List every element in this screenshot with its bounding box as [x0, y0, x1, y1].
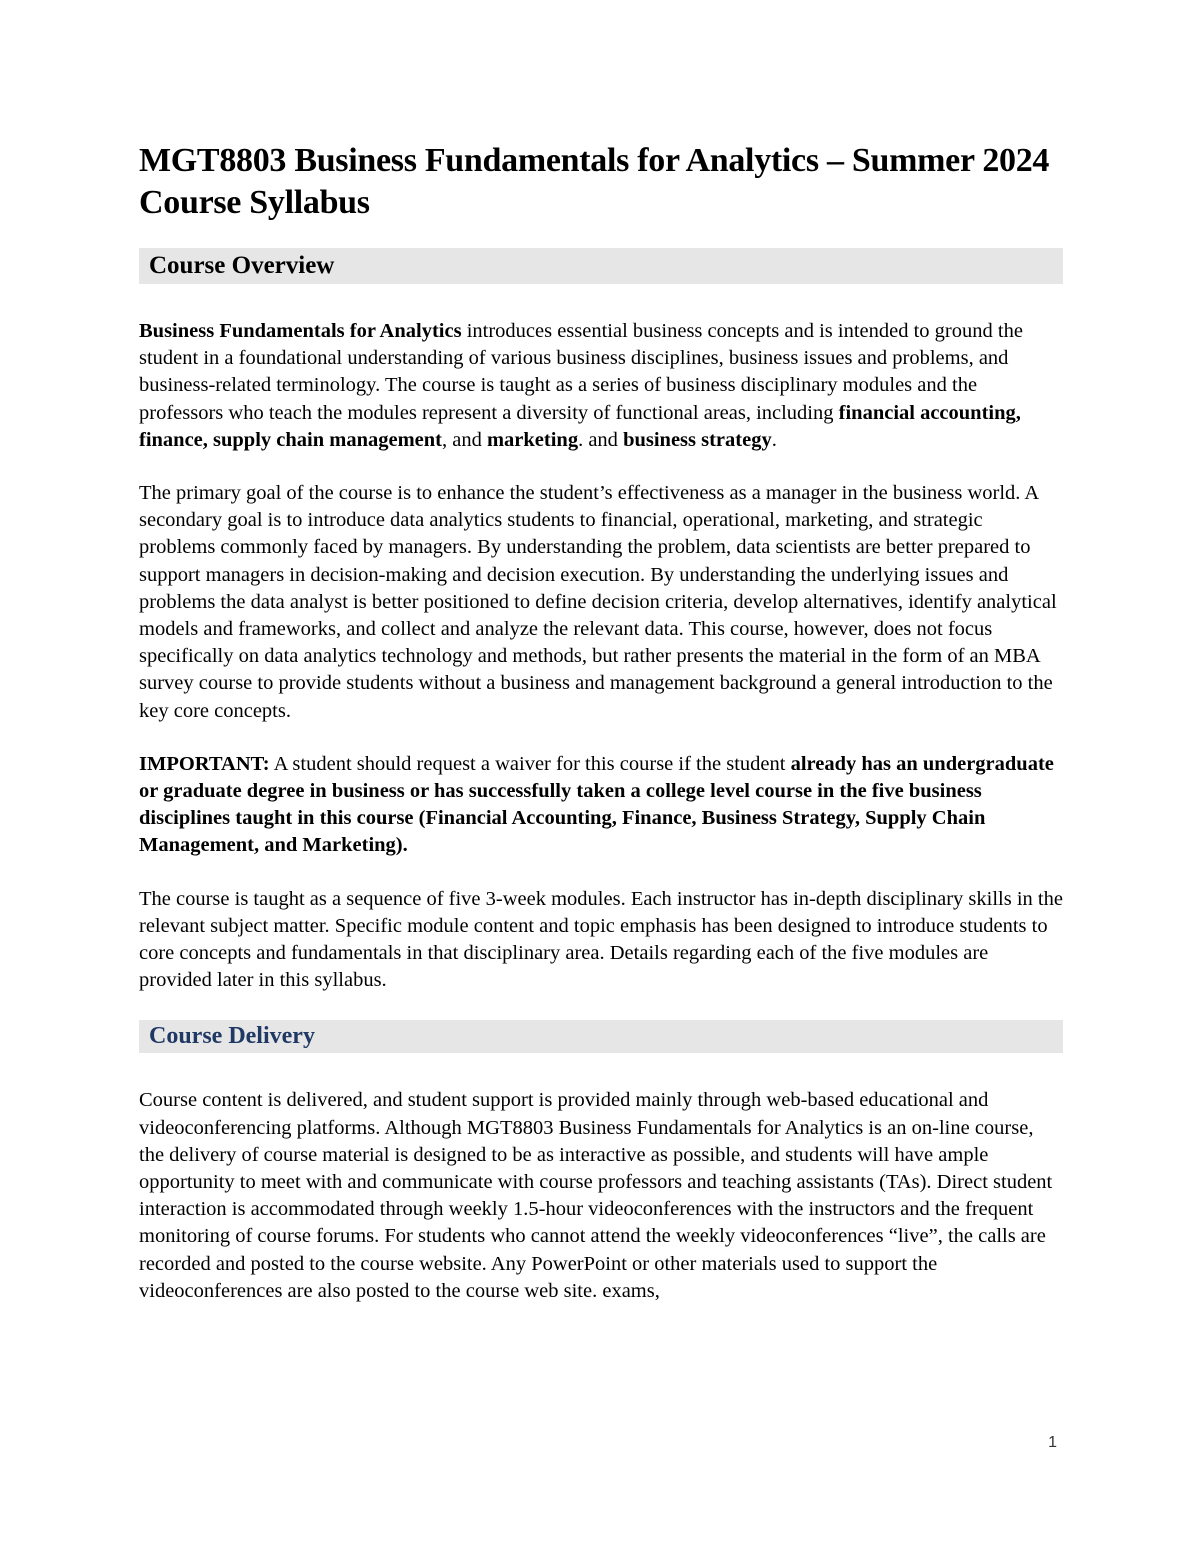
delivery-paragraph: Course content is delivered, and student support is provided mainly through web-based educational and videoconferencing platforms. Although MGT8803 Business Fundamentals for Analytics is an on-line course, the delivery of course material is designed to be as interactive as possible, and students will have ample opportunity to meet with and communicate with course professors and teaching assistants (TAs). Direct student interaction is accommodated through weekly 1.5-hour videoconferences with the instructors and the frequent monitoring of course forums. For students who cannot attend the weekly videoconferences “live”, the calls are recorded and posted to the course website. Any PowerPoint or other materials used to support the videoconferences are also posted to the course web site. exams, [139, 1089, 1053, 1302]
intro-text-4: . [771, 428, 777, 451]
intro-text-3: . and [578, 428, 624, 451]
intro-text-2: , and [441, 428, 487, 451]
syllabus-page [139, 140, 1063, 1331]
overview-paragraph-important [139, 751, 1063, 860]
overview-paragraph-modules: The course is taught as a sequence of five 3-week modules. Each instructor has in-depth disciplinary skills in the relevant subject matter. Specific module content and topic emphasis has been designed to introduce students to core concepts and fundamentals in that disciplinary area. Details regarding each of the five modules are provided later in this syllabus. [139, 887, 1063, 992]
intro-text-1: introduces essential business concepts and is intended to ground the student in a foundational understanding of various business disciplines, business issues and problems, and business-related terminology. The course is taught as a series of business disciplinary modules and the professors who teach the modules represent a diversity of functional areas, including [139, 320, 1023, 424]
disciplines-bold: financial accounting, finance, supply chain management [139, 401, 1021, 451]
overview-paragraph-intro [139, 318, 1063, 454]
course-delivery-heading: Course Delivery [139, 1020, 1063, 1053]
document-title: MGT8803 Business Fundamentals for Analytics – Summer 2024 Course Syllabus [139, 142, 1050, 221]
marketing-bold: marketing [486, 428, 579, 451]
course-overview-heading: Course Overview [139, 248, 1063, 284]
important-text: A student should request a waiver for this course if the student [269, 752, 791, 775]
page-number: 1 [1048, 1434, 1057, 1451]
waiver-criteria-bold: already has an undergraduate or graduate degree in business or has successfully taken a college level course in the five business disciplines taught in this course (Financial Accounting, Finance, Business Strategy, Supply Chain Management, and Marketing). [139, 752, 1054, 857]
business-strategy-bold: business strategy [623, 428, 772, 451]
course-name-bold: Business Fundamentals for Analytics [139, 320, 462, 342]
important-label: IMPORTANT: [139, 752, 270, 775]
overview-paragraph-goals: The primary goal of the course is to enhance the student’s effectiveness as a manager in the business world. A secondary goal is to introduce data analytics students to financial, operational, marketing, and strategic problems commonly faced by managers. By understanding the problem, data scientists are better prepared to support managers in decision-making and decision execution. By understanding the underlying issues and problems the data analyst is better positioned to define decision criteria, develop alternatives, identify analytical models and frameworks, and collect and analyze the relevant data. This course, however, does not focus specifically on data analytics technology and methods, but rather presents the material in the form of an MBA survey course to provide students without a business and management background a general introduction to the key core concepts. [139, 482, 1057, 722]
